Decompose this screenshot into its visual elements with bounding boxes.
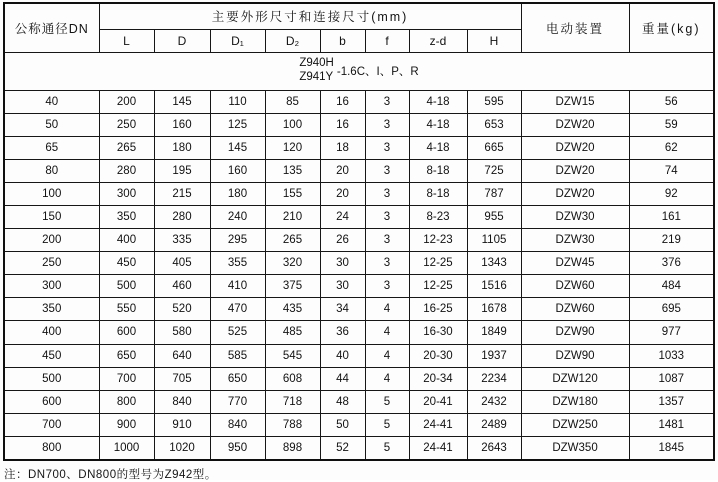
table-cell: 450: [99, 252, 154, 275]
table-cell: DZW30: [521, 229, 629, 252]
header-dimensions-group: 主要外形尺寸和连接尺寸(mm): [99, 3, 521, 29]
table-row: [4, 367, 714, 390]
table-cell: 135: [265, 159, 320, 182]
table-cell: 160: [154, 113, 210, 136]
table-cell: 5: [365, 413, 409, 436]
table-cell: 12-25: [409, 252, 467, 275]
table-cell: 2234: [467, 367, 521, 390]
table-row: [4, 413, 714, 436]
table-cell: 1105: [467, 229, 521, 252]
table-row: [4, 159, 714, 182]
table-cell: DZW90: [521, 321, 629, 344]
table-cell: 3: [365, 275, 409, 298]
table-cell: 585: [210, 344, 265, 367]
table-cell: 700: [4, 413, 99, 436]
table-cell: 3: [365, 252, 409, 275]
table-cell: 4: [365, 344, 409, 367]
table-cell: 1020: [154, 436, 210, 459]
table-cell: DZW15: [521, 90, 629, 113]
table-cell: 155: [265, 182, 320, 205]
header-electric-actuator: 电动装置: [521, 3, 629, 52]
model-codes: [299, 57, 334, 85]
table-cell: 4: [365, 321, 409, 344]
table-cell: 200: [4, 229, 99, 252]
header-col-b: b: [320, 29, 365, 52]
table-cell: 20-30: [409, 344, 467, 367]
table-cell: 650: [99, 344, 154, 367]
table-cell: 180: [210, 182, 265, 205]
table-cell: 210: [265, 205, 320, 228]
table-row: [4, 436, 714, 459]
table-cell: 4: [365, 367, 409, 390]
table-cell: 595: [467, 90, 521, 113]
table-row: [4, 229, 714, 252]
table-cell: 24-41: [409, 436, 467, 459]
header-nominal-diameter: 公称通径DN: [4, 3, 99, 52]
table-cell: 525: [210, 321, 265, 344]
model-code-z941y: Z941Y: [299, 71, 334, 83]
table-cell: 800: [99, 390, 154, 413]
table-cell: 30: [320, 275, 365, 298]
table-cell: 30: [320, 252, 365, 275]
table-cell: 800: [4, 436, 99, 459]
table-cell: 265: [99, 136, 154, 159]
table-row: [4, 252, 714, 275]
header-col-D1: D₁: [210, 29, 265, 52]
table-cell: 1033: [629, 344, 714, 367]
table-cell: 145: [154, 90, 210, 113]
table-cell: 955: [467, 205, 521, 228]
table-cell: 50: [4, 113, 99, 136]
table-cell: 18: [320, 136, 365, 159]
table-cell: 120: [265, 136, 320, 159]
table-cell: 1849: [467, 321, 521, 344]
table-cell: 219: [629, 229, 714, 252]
table-cell: 770: [210, 390, 265, 413]
table-cell: 355: [210, 252, 265, 275]
table-cell: 3: [365, 136, 409, 159]
header-col-f: f: [365, 29, 409, 52]
table-cell: 215: [154, 182, 210, 205]
table-cell: 470: [210, 298, 265, 321]
table-cell: 400: [99, 229, 154, 252]
model-code-z940h: Z940H: [299, 57, 334, 70]
table-cell: 100: [265, 113, 320, 136]
table-cell: 484: [629, 275, 714, 298]
table-cell: 8-18: [409, 182, 467, 205]
table-row: [4, 90, 714, 113]
table-cell: 48: [320, 390, 365, 413]
model-suffix: -1.6C、I、P、R: [336, 66, 419, 78]
table-cell: 250: [4, 252, 99, 275]
model-designation: [299, 57, 418, 85]
table-cell: 160: [210, 159, 265, 182]
table-cell: 20: [320, 159, 365, 182]
table-cell: 376: [629, 252, 714, 275]
footnote: 注：DN700、DN800的型号为Z942型。: [4, 468, 217, 481]
table-cell: 4: [365, 298, 409, 321]
table-cell: 580: [154, 321, 210, 344]
header-weight: 重量(kg): [629, 3, 714, 52]
table-cell: 3: [365, 205, 409, 228]
header-col-D: D: [154, 29, 210, 52]
table-cell: 300: [99, 182, 154, 205]
table-cell: 300: [4, 275, 99, 298]
table-row: [4, 113, 714, 136]
table-cell: 405: [154, 252, 210, 275]
header-col-zd: z-d: [409, 29, 467, 52]
table-cell: 44: [320, 367, 365, 390]
table-cell: 4-18: [409, 90, 467, 113]
table-body: [4, 90, 714, 460]
table-cell: 8-23: [409, 205, 467, 228]
table-cell: 1678: [467, 298, 521, 321]
table-cell: 74: [629, 159, 714, 182]
table-cell: 36: [320, 321, 365, 344]
table-cell: 725: [467, 159, 521, 182]
table-cell: 20: [320, 182, 365, 205]
table-cell: DZW20: [521, 113, 629, 136]
table-cell: 977: [629, 321, 714, 344]
table-cell: 550: [99, 298, 154, 321]
table-cell: 240: [210, 205, 265, 228]
table-cell: 16: [320, 113, 365, 136]
table-cell: 1000: [99, 436, 154, 459]
table-cell: 375: [265, 275, 320, 298]
table-cell: 898: [265, 436, 320, 459]
table-cell: 161: [629, 205, 714, 228]
table-cell: 435: [265, 298, 320, 321]
table-cell: 24-41: [409, 413, 467, 436]
table-cell: 400: [4, 321, 99, 344]
table-cell: 640: [154, 344, 210, 367]
table-cell: 410: [210, 275, 265, 298]
table-cell: 608: [265, 367, 320, 390]
table-cell: 653: [467, 113, 521, 136]
table-cell: 125: [210, 113, 265, 136]
table-cell: 2489: [467, 413, 521, 436]
table-cell: 16: [320, 90, 365, 113]
table-cell: 1343: [467, 252, 521, 275]
table-cell: 52: [320, 436, 365, 459]
table-cell: 3: [365, 113, 409, 136]
table-cell: 92: [629, 182, 714, 205]
table-cell: 150: [4, 205, 99, 228]
table-cell: 110: [210, 90, 265, 113]
table-cell: 788: [265, 413, 320, 436]
table-cell: 840: [210, 413, 265, 436]
table-row: [4, 321, 714, 344]
table-row: [4, 205, 714, 228]
table-cell: 280: [99, 159, 154, 182]
table-cell: 718: [265, 390, 320, 413]
table-cell: 500: [4, 367, 99, 390]
table-cell: 12-25: [409, 275, 467, 298]
table-row: [4, 182, 714, 205]
table-cell: 16-25: [409, 298, 467, 321]
table-cell: 650: [210, 367, 265, 390]
table-cell: 2643: [467, 436, 521, 459]
table-cell: 16-30: [409, 321, 467, 344]
table-cell: 265: [265, 229, 320, 252]
table-cell: 545: [265, 344, 320, 367]
table-cell: 900: [99, 413, 154, 436]
table-cell: 40: [4, 90, 99, 113]
table-cell: 1845: [629, 436, 714, 459]
table-cell: 145: [210, 136, 265, 159]
table-cell: 8-18: [409, 159, 467, 182]
table-row: [4, 344, 714, 367]
table-cell: 1937: [467, 344, 521, 367]
table-cell: 295: [210, 229, 265, 252]
table-cell: 62: [629, 136, 714, 159]
table-cell: 195: [154, 159, 210, 182]
table-cell: 600: [99, 321, 154, 344]
table-cell: 500: [99, 275, 154, 298]
table-cell: 787: [467, 182, 521, 205]
table-cell: 180: [154, 136, 210, 159]
table-cell: 280: [154, 205, 210, 228]
header-col-L: L: [99, 29, 154, 52]
table-cell: DZW90: [521, 344, 629, 367]
table-cell: DZW60: [521, 298, 629, 321]
table-cell: 320: [265, 252, 320, 275]
table-cell: 950: [210, 436, 265, 459]
header-col-D2: D₂: [265, 29, 320, 52]
table-cell: 56: [629, 90, 714, 113]
table-cell: 12-23: [409, 229, 467, 252]
table-cell: 3: [365, 159, 409, 182]
table-cell: 1516: [467, 275, 521, 298]
table-cell: 85: [265, 90, 320, 113]
table-cell: 840: [154, 390, 210, 413]
table-cell: DZW180: [521, 390, 629, 413]
table-cell: 26: [320, 229, 365, 252]
table-cell: 5: [365, 390, 409, 413]
table-cell: 65: [4, 136, 99, 159]
table-cell: 910: [154, 413, 210, 436]
table-cell: 485: [265, 321, 320, 344]
table-cell: 350: [4, 298, 99, 321]
table-row: [4, 136, 714, 159]
table-cell: 50: [320, 413, 365, 436]
table-cell: 40: [320, 344, 365, 367]
table-cell: 20-34: [409, 367, 467, 390]
table-cell: 4-18: [409, 136, 467, 159]
table-cell: 3: [365, 182, 409, 205]
table-cell: 335: [154, 229, 210, 252]
table-cell: 200: [99, 90, 154, 113]
table-row: [4, 275, 714, 298]
table-cell: 1357: [629, 390, 714, 413]
table-row: [4, 390, 714, 413]
table-cell: 460: [154, 275, 210, 298]
table-cell: 24: [320, 205, 365, 228]
table-cell: 450: [4, 344, 99, 367]
table-cell: 665: [467, 136, 521, 159]
table-cell: 20-41: [409, 390, 467, 413]
table-cell: 700: [99, 367, 154, 390]
table-cell: DZW120: [521, 367, 629, 390]
table-cell: DZW60: [521, 275, 629, 298]
table-cell: 1087: [629, 367, 714, 390]
table-cell: 250: [99, 113, 154, 136]
table-cell: 2432: [467, 390, 521, 413]
table-cell: 59: [629, 113, 714, 136]
table-cell: DZW350: [521, 436, 629, 459]
table-cell: 520: [154, 298, 210, 321]
table-cell: 695: [629, 298, 714, 321]
table-cell: DZW45: [521, 252, 629, 275]
table-cell: 100: [4, 182, 99, 205]
table-cell: DZW20: [521, 182, 629, 205]
table-cell: 80: [4, 159, 99, 182]
table-cell: 600: [4, 390, 99, 413]
table-cell: 4-18: [409, 113, 467, 136]
table-cell: 34: [320, 298, 365, 321]
header-col-H: H: [467, 29, 521, 52]
table-cell: DZW30: [521, 205, 629, 228]
table-cell: 3: [365, 90, 409, 113]
table-cell: 3: [365, 229, 409, 252]
table-cell: 350: [99, 205, 154, 228]
table-cell: DZW20: [521, 136, 629, 159]
table-cell: DZW250: [521, 413, 629, 436]
model-designation-cell: [4, 52, 714, 90]
table-cell: 5: [365, 436, 409, 459]
table-cell: 1481: [629, 413, 714, 436]
valve-spec-table: [3, 2, 715, 461]
table-cell: 705: [154, 367, 210, 390]
table-row: [4, 298, 714, 321]
table-cell: DZW20: [521, 159, 629, 182]
